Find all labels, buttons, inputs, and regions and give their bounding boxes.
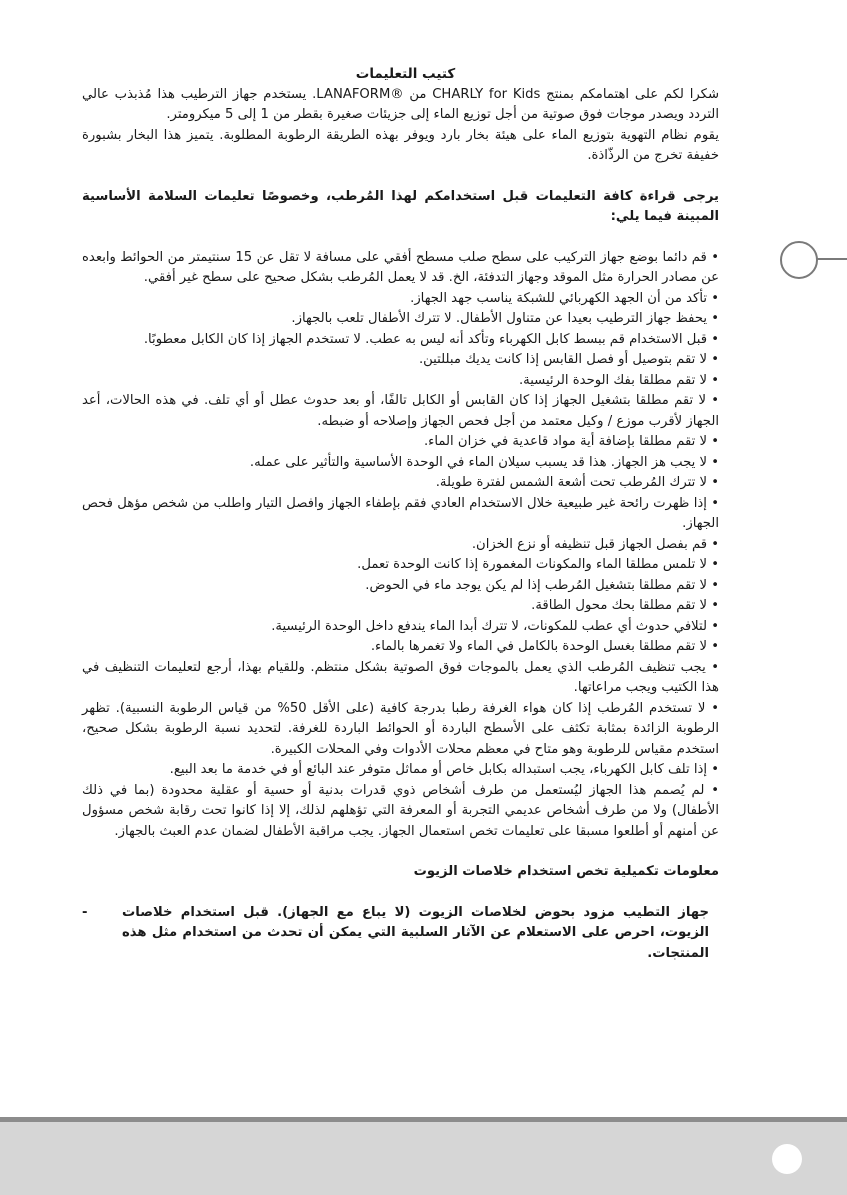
list-item: • تأكد من أن الجهد الكهربائي للشبكة يناسب جهد الجهاز. [410, 290, 719, 306]
safety-warning-heading: يرجى قراءة كافة التعليمات قبل استخدامكم لهذا المُرطب، وخصوصًا تعليمات السلامة الأساسية المبينة فيما يلي: [82, 188, 719, 224]
intro-paragraph-2: يقوم نظام التهوية بتوزيع الماء على هيئة بخار بارد ويوفر بهذه الطريقة الرطوبة المطلوبة. يتميز هذا البخار بشبورة خفيفة تخرج من الرذّاذة. [82, 127, 719, 163]
list-item: • لا تقم مطلقا بإضافة أية مواد قاعدية في خزان الماء. [423, 434, 719, 449]
essential-oils-heading: معلومات تكميلية تخص استخدام خلاصات الزيوت [413, 864, 719, 879]
list-item: • لا تقم مطلقا بتشغيل الجهاز إذا كان القابس أو الكابل تالفًا، أو بعد حدوث عطل أو أي تلف. في هذه الحالات، أعد الجهاز لأقرب موزع / وكيل معتمد من أجل فحص الجهاز وإصلاحه أو ضبطه. [82, 393, 719, 429]
page-title: كتيب التعليمات [355, 66, 456, 82]
list-item: • لتلافي حدوث أي عطب للمكونات، لا تترك أبدا الماء يندفع داخل الوحدة الرئيسية. [271, 618, 719, 634]
footer-bar [0, 1122, 847, 1195]
list-item: • لا تترك المُرطب تحت أشعة الشمس لفترة طويلة. [435, 475, 719, 490]
list-item: • لا يجب هز الجهاز. هذا قد يسبب سيلان الماء في الوحدة الأساسية والتأثير على عمله. [249, 454, 719, 470]
list-item: • لم يُصمم هذا الجهاز ليُستعمل من طرف أشخاص ذوي قدرات بدنية أو حسية أو عقلية محدودة (بما في ذلك الأطفال) ولا من طرف أشخاص عديمي التجربة أو المعرفة التي تؤهلهم لذلك، إلا إذا كانوا تحت رقابة شخص مسؤول عن أمنهم أو أطلعوا مسبقا على تعليمات تخص استعمال الجهاز. يجب مراقبة الأطفال لضمان عدم العبث بالجهاز. [82, 782, 719, 839]
list-item: • لا تقم مطلقا بفك الوحدة الرئيسية. [518, 372, 719, 388]
list-item: • يحفظ جهاز الترطيب بعيدا عن متناول الأطفال. لا تترك الأطفال تلعب بالجهاز. [291, 311, 719, 326]
intro-paragraph-1: شكرا لكم على اهتمامكم بمنتج CHARLY for Kids من ®LANAFORM. يستخدم جهاز الترطيب هذا مُذبذب عالي التردد ويصدر موجات فوق صوتية من أجل توزيع الماء إلى جزيئات صغيرة بقطر من 1 إلى 5 ميكرومتر. [82, 86, 719, 122]
list-item: • إذا تلف كابل الكهرباء، يجب استبداله بكابل خاص أو مماثل متوفر عند البائع أو في خدمة ما بعد البيع. [169, 762, 719, 777]
section-tab-line [816, 258, 847, 260]
list-item: • لا تقم مطلقا بحك محول الطاقة. [531, 598, 719, 613]
dash-marker: - [82, 904, 88, 920]
list-item: • قم بفصل الجهاز قبل تنظيفه أو نزع الخزان. [471, 536, 719, 552]
list-item: • قبل الاستخدام قم ببسط كابل الكهرباء وتأكد أنه ليس به عطب. لا تستخدم الجهاز إذا كان الكابل معطوبًا. [143, 331, 719, 347]
list-item: • لا تستخدم المُرطب إذا كان هواء الغرفة رطبا بدرجة كافية (على الأقل 50% من قياس الرطوبة النسبية). تظهر الرطوبة الزائدة بمثابة تكثف على الأسطح الباردة أو الحوائط الباردة للغرفة. لتحديد نسبة الرطوبة بشكل صحيح، استخدم مقياس للرطوبة وهو متاح في معظم محلات الأدوات وفي المحلات الكبيرة. [82, 700, 719, 757]
list-item: • قم دائما بوضع جهاز التركيب على سطح صلب مسطح أفقي على مسافة لا تقل عن 15 سنتيمتر من الحوائط وابعده عن مصادر الحرارة مثل الموقد وجهاز التدفئة، الخ. قد لا يعمل المُرطب بشكل صحيح على سطح غير أفقي. [82, 249, 719, 285]
list-item: • لا تقم بتوصيل أو فصل القابس إذا كانت يديك مبللتين. [418, 352, 719, 367]
list-item: • يجب تنظيف المُرطب الذي يعمل بالموجات فوق الصوتية بشكل منتظم. وللقيام بهذا، أرجع لتعليمات التنظيف في هذا الكتيب ويجب مراعاتها. [82, 659, 719, 695]
essential-oils-note-text: جهاز التطيب مزود بحوض لخلاصات الزيوت (لا يباع مع الجهاز). قبل استخدام خلاصات الزيوت، احرص على الاستعلام عن الآثار السلبية التي يمكن أن تحدث من استخدام مثل هذه المنتجات. [122, 904, 709, 961]
essential-oils-note [82, 903, 729, 965]
instruction-page [82, 64, 729, 964]
list-item: • لا تقم مطلقا بغسل الوحدة بالكامل في الماء ولا تغمرها بالماء. [370, 639, 719, 654]
safety-instructions-list [82, 248, 729, 843]
list-item: • لا تلمس مطلقا الماء والمكونات المغمورة إذا كانت الوحدة تعمل. [357, 557, 719, 572]
section-tab-circle [780, 241, 818, 279]
list-item: • لا تقم مطلقا بتشغيل المُرطب إذا لم يكن يوجد ماء في الحوض. [365, 577, 719, 593]
list-item: • إذا ظهرت رائحة غير طبيعية خلال الاستخدام العادي فقم بإطفاء الجهاز وافصل التيار واطلب من شخص مؤهل فحص الجهاز. [82, 495, 719, 531]
page-marker-circle [772, 1144, 802, 1174]
